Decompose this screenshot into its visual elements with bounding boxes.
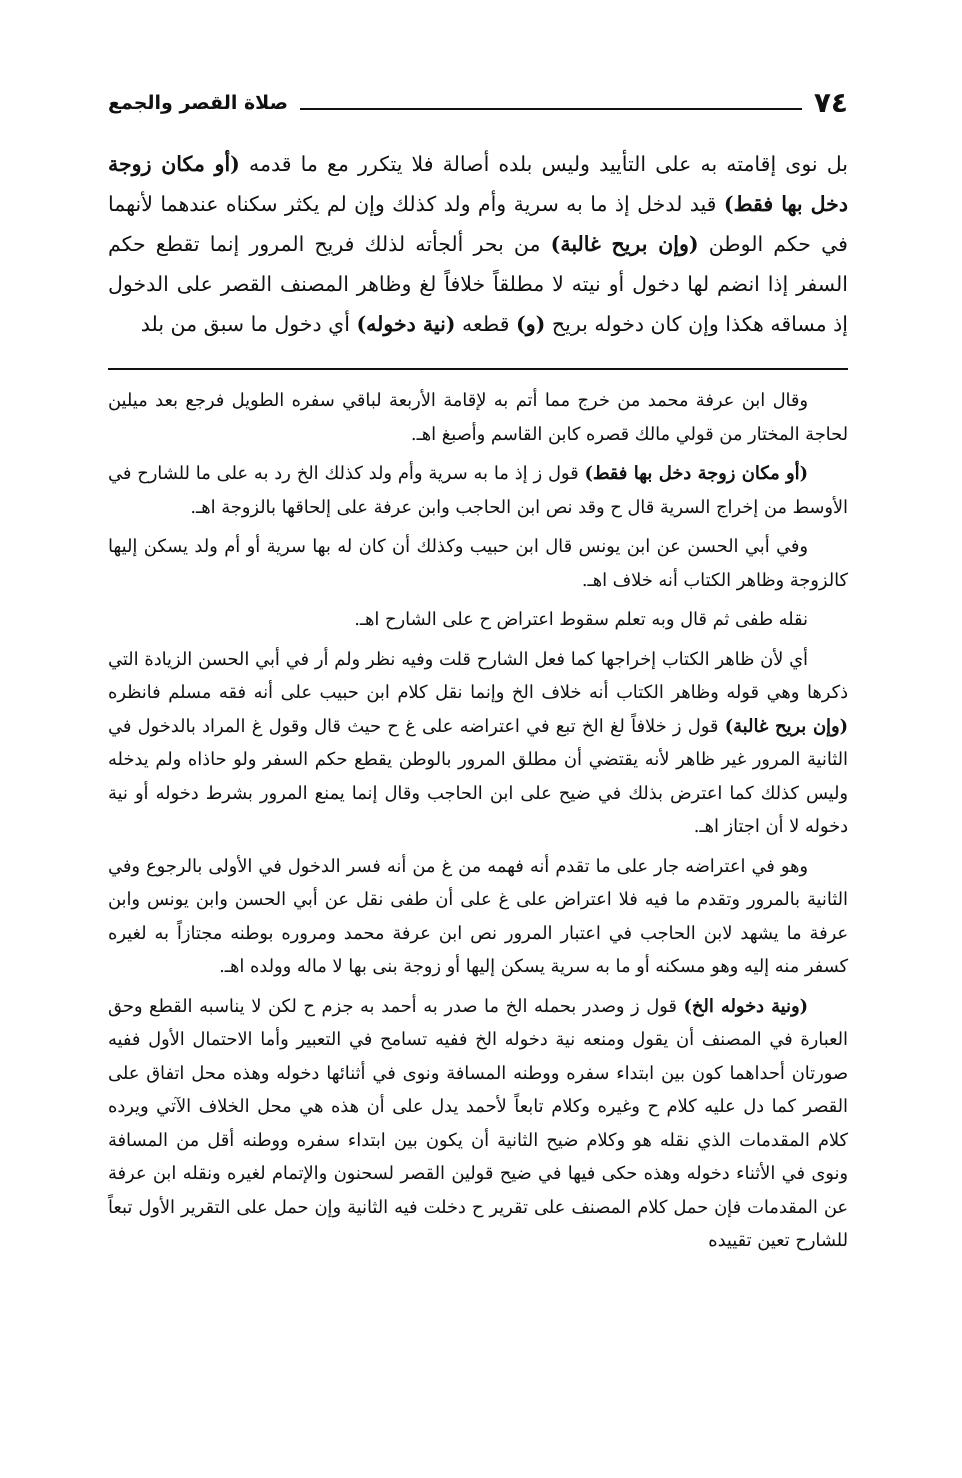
document-page bbox=[108, 84, 848, 1264]
main-text-segment: قيد لدخل إذ ما به سرية وأم ولد كذلك وإن لم يكثر سكناه عندهما لأنهما في حكم الوطن bbox=[108, 192, 848, 256]
note-paragraph bbox=[108, 384, 848, 451]
main-text-segment: أي دخول ما سبق من بلد bbox=[140, 312, 350, 336]
main-text-segment: قطعه bbox=[462, 312, 510, 336]
lemma-wife-place: (أو مكان زوجة دخل بها فقط) bbox=[108, 152, 848, 216]
note-text: قول ز خلافاً لغ الخ تبع في اعتراضه على غ ح حيث قال وقول غ المراد بالدخول في الثانية المرور غير ظاهر لأنه يقتضي أن مطلق المرور بالوطن يقطع حكم السفر ولو حاذاه ولم يدخله وليس كذلك كما اعترض بذلك في ضيح على ابن الحاجب وقال إنما يمنع المرور بشرط دخوله أو نية دخوله لا أن اجتاز اهـ. bbox=[108, 715, 848, 837]
note-text: قول ز إذ ما به سرية وأم ولد كذلك الخ رد به على ما للشارح في الأوسط من إخراج السرية قال ح وقد نص ابن الحاجب وابن عرفة على إلحاقها بالزوجة اهـ. bbox=[108, 463, 848, 518]
note-text: وفي أبي الحسن عن ابن يونس قال ابن حبيب وكذلك أن كان له بها سرية أو أم ولد يسكن إليها كالزوجة وظاهر الكتاب أنه خلاف اهـ. bbox=[108, 536, 848, 591]
note-paragraph bbox=[108, 643, 848, 844]
header-rule bbox=[300, 108, 802, 110]
lemma-intent-entry: (نية دخوله) bbox=[356, 312, 456, 336]
note-paragraph bbox=[108, 990, 848, 1258]
note-paragraph bbox=[108, 530, 848, 597]
main-paragraph bbox=[108, 144, 848, 344]
note-text: وهو في اعتراضه جار على ما تقدم أنه فهمه من غ من أنه فسر الدخول في الأولى بالرجوع وفي الثانية بالمرور وتقدم ما فيه فلا اعتراض على غ على أن طفى نقل عن أبي الحسن وابن يونس وابن عرفة ما يشهد لابن الحاجب في اعتبار المرور نص ابن عرفة محمد ومروره بوطنه مجتازاً به لغيره كسفر منه إليه وهو مسكنه أو ما به سرية يسكن إليها أو زوجة بنى بها لا ماله وولده اهـ. bbox=[108, 855, 848, 977]
lemma-strong-wind: (وإن بريح غالبة) bbox=[550, 232, 699, 256]
note-text: نقله طفى ثم قال وبه تعلم سقوط اعتراض ح على الشارح اهـ. bbox=[354, 609, 808, 630]
note-text: وقال ابن عرفة محمد من خرج مما أتم به لإقامة الأربعة لباقي سفره الطويل فرجع بعد ميلين لحاجة المختار من قولي مالك قصره كابن القاسم وأصبغ اهـ. bbox=[108, 390, 848, 445]
commentary-notes bbox=[108, 384, 848, 1258]
note-lemma: (أو مكان زوجة دخل بها فقط) bbox=[584, 463, 808, 484]
note-text: أي لأن ظاهر الكتاب إخراجها كما فعل الشارح قلت وفيه نظر ولم أر في أبي الحسن الزيادة التي ذكرها وهي قوله وظاهر الكتاب أنه خلاف الخ وإنما نقل كلام ابن حبيب على أنه فقه مسلم فانظره bbox=[108, 648, 848, 703]
note-lemma: (وإن بريح غالبة) bbox=[724, 715, 849, 737]
note-paragraph bbox=[108, 850, 848, 984]
running-header bbox=[108, 84, 848, 122]
footnote-separator bbox=[108, 368, 848, 370]
main-text bbox=[108, 144, 848, 344]
note-text: قول ز وصدر بحمله الخ ما صدر به أحمد به جزم ح لكن لا يناسبه القطع وحق العبارة في المصنف أن يقول ومنعه نية دخوله الخ ففيه تسامح في التعبير وأما الاحتمال الأول ففيه صورتان أحداهما كون بين ابتداء سفره ووطنه المسافة ونوى في أثنائها دخوله وهذه محل اتفاق على القصر كما دل عليه كلام ح وغيره وكلام تابعاً لأحمد يدل على أن هذه هي محل الخلاف الآتي ويرده كلام المقدمات الذي نقله هو وكلام ضيح الثانية أن يكون بين ابتداء سفره ووطنه أقل من المسافة ونوى في الأثناء دخوله وهذه حكى فيها في ضيح قولين القصر لسحنون والإتمام لغيره ونقله ابن عرفة عن المقدمات فإن حمل كلام المصنف على تقرير ح دخلت فيه الثانية وإن حمل على التقرير الأول تبعاً للشارح تعين تقييده bbox=[108, 995, 848, 1251]
note-lemma: (ونية دخوله الخ) bbox=[683, 995, 808, 1017]
main-text-segment: بل نوى إقامته به على التأييد وليس بلده أصالة فلا يتكرر مع ما قدمه bbox=[248, 152, 848, 176]
lemma-and: (و) bbox=[516, 312, 546, 336]
note-paragraph bbox=[108, 457, 848, 524]
note-paragraph bbox=[108, 603, 848, 637]
page-number: ٧٤ bbox=[813, 86, 848, 119]
book-title: صلاة القصر والجمع bbox=[108, 92, 288, 114]
main-text-segment: من بحر ألجأته لذلك فريح المرور إنما تقطع حكم السفر إذا انضم لها دخول أو نيته لا مطلقاً خلافاً لغ وظاهر المصنف القصر على الدخول إذ مساقه هكذا وإن كان دخوله بريح bbox=[108, 232, 848, 336]
